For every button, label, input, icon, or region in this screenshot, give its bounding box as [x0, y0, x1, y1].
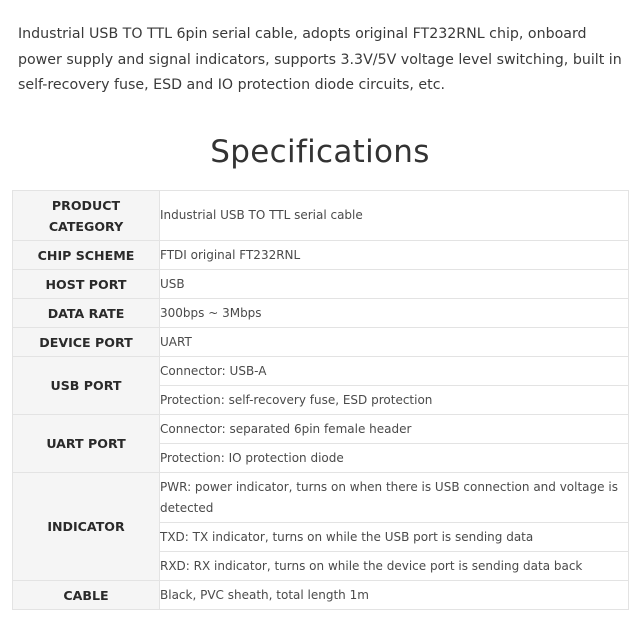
table-row [13, 473, 629, 523]
spec-value-host-port: USB [160, 270, 629, 299]
spec-value-product-category: Industrial USB TO TTL serial cable [160, 191, 629, 241]
spec-value-uart-connector: Connector: separated 6pin female header [160, 415, 629, 444]
spec-label-cable: CABLE [13, 581, 160, 610]
spec-value-usb-protection: Protection: self-recovery fuse, ESD protection [160, 386, 629, 415]
spec-value-device-port: UART [160, 328, 629, 357]
table-row [13, 299, 629, 328]
spec-value-usb-connector: Connector: USB-A [160, 357, 629, 386]
spec-label-data-rate: DATA RATE [13, 299, 160, 328]
spec-value-indicator-pwr: PWR: power indicator, turns on when there is USB connection and voltage is detected [160, 473, 629, 523]
spec-value-indicator-rxd: RXD: RX indicator, turns on while the device port is sending data back [160, 552, 629, 581]
product-description: Industrial USB TO TTL 6pin serial cable, adopts original FT232RNL chip, onboard power supply and signal indicators, supports 3.3V/5V voltage level switching, built in self-recovery fuse, ESD and IO protection diode circuits, etc. [18, 26, 622, 93]
table-row [13, 415, 629, 444]
spec-value-uart-protection: Protection: IO protection diode [160, 444, 629, 473]
table-row [13, 328, 629, 357]
spec-value-data-rate: 300bps ~ 3Mbps [160, 299, 629, 328]
table-row [13, 270, 629, 299]
spec-label-product-category: PRODUCT CATEGORY [13, 191, 160, 241]
table-row [13, 191, 629, 241]
spec-label-uart-port: UART PORT [13, 415, 160, 473]
spec-label-device-port: DEVICE PORT [13, 328, 160, 357]
spec-label-usb-port: USB PORT [13, 357, 160, 415]
spec-label-indicator: INDICATOR [13, 473, 160, 581]
table-row [13, 241, 629, 270]
specifications-table [12, 190, 629, 610]
table-row [13, 581, 629, 610]
specifications-heading: Specifications [210, 134, 430, 170]
spec-value-chip-scheme: FTDI original FT232RNL [160, 241, 629, 270]
spec-label-chip-scheme: CHIP SCHEME [13, 241, 160, 270]
spec-label-host-port: HOST PORT [13, 270, 160, 299]
table-row [13, 357, 629, 386]
spec-value-cable: Black, PVC sheath, total length 1m [160, 581, 629, 610]
spec-value-indicator-txd: TXD: TX indicator, turns on while the USB port is sending data [160, 523, 629, 552]
